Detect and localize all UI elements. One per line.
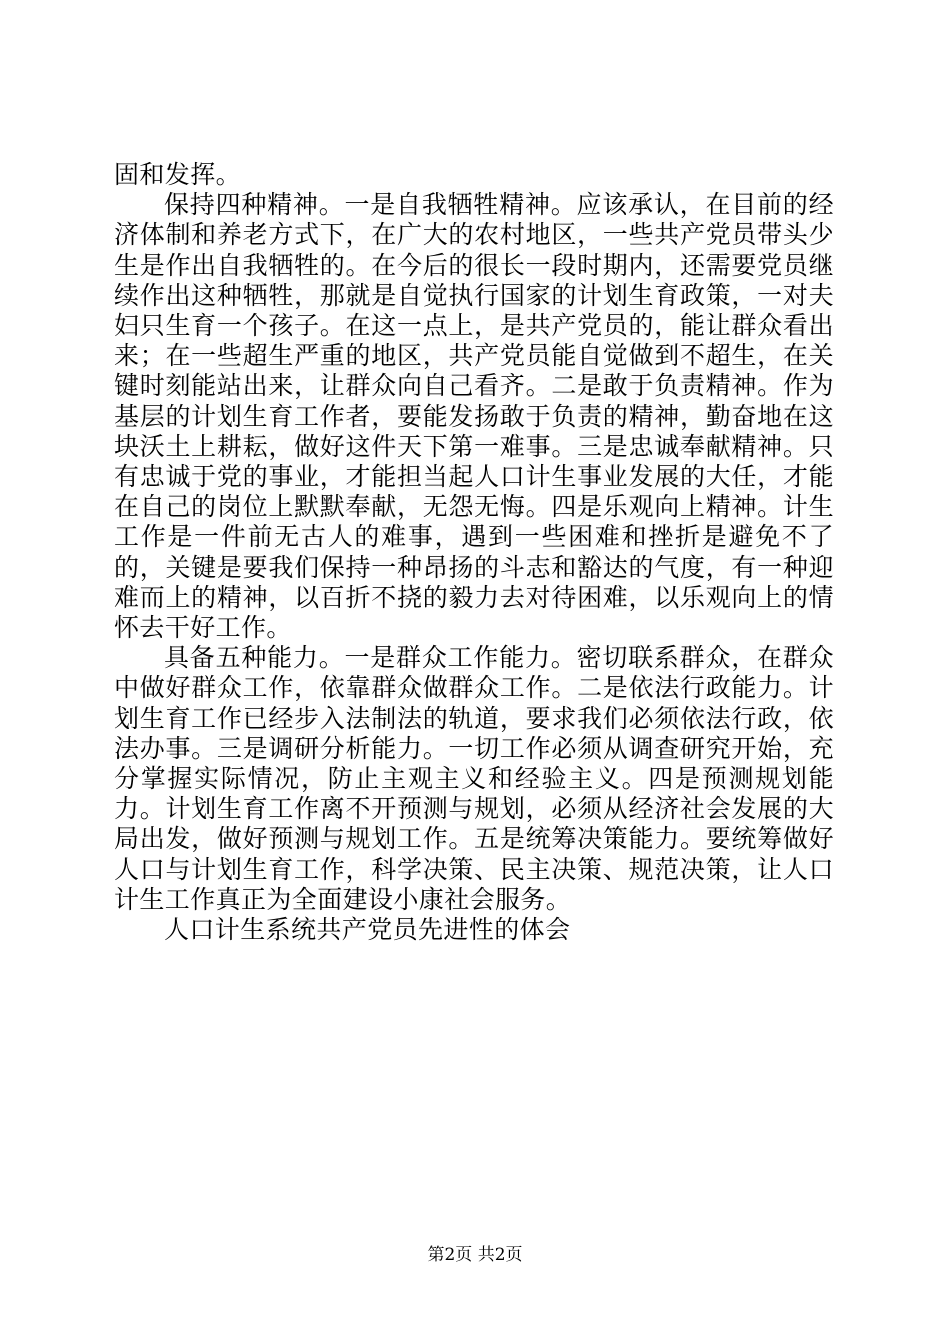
paragraph-title-line: 人口计生系统共产党员先进性的体会 <box>164 915 571 945</box>
paragraph-four-spirits: 保持四种精神。一是自我牺牲精神。应该承认，在目前的经济体制和养老方式下，在广大的农村地区，一些共产党员带头少生是作出自我牺牲的。在今后的很长一段时期内，还需要党员继续作出这种牺牲，那就是自觉执行国家的计划生育政策，一对夫妇只生育一个孩子。在这一点上，是共产党员的，能让群众看出来；在一些超生严重的地区，共产党员能自觉做到不超生，在关键时刻能站出来，让群众向自己看齐。二是敢于负责精神。作为基层的计划生育工作者，要能发扬敢于负责的精神，勤奋地在这块沃土上耕耘，做好这件天下第一难事。三是忠诚奉献精神。只有忠诚于党的事业，才能担当起人口计生事业发展的大任，才能在自己的岗位上默默奉献，无怨无悔。四是乐观向上精神。计生工作是一件前无古人的难事，遇到一些困难和挫折是避免不了的，关键是要我们保持一种昂扬的斗志和豁达的气度，有一种迎难而上的精神，以百折不挠的毅力去对待困难，以乐观向上的情怀去干好工作。 <box>114 190 834 643</box>
page-footer: 第2页 共2页 <box>427 1245 523 1265</box>
paragraph-continuation: 固和发挥。 <box>114 160 242 189</box>
paragraph-five-abilities: 具备五种能力。一是群众工作能力。密切联系群众，在群众中做好群众工作，依靠群众做群众工作。二是依法行政能力。计划生育工作已经步入法制法的轨道，要求我们必须依法行政，依法办事。三是调研分析能力。一切工作必须从调查研究开始，充分掌握实际情况，防止主观主义和经验主义。四是预测规划能力。计划生育工作离不开预测与规划，必须从经济社会发展的大局出发，做好预测与规划工作。五是统筹决策能力。要统筹做好人口与计划生育工作，科学决策、民主决策、规范决策，让人口计生工作真正为全面建设小康社会服务。 <box>114 643 834 914</box>
document-body <box>114 160 834 945</box>
